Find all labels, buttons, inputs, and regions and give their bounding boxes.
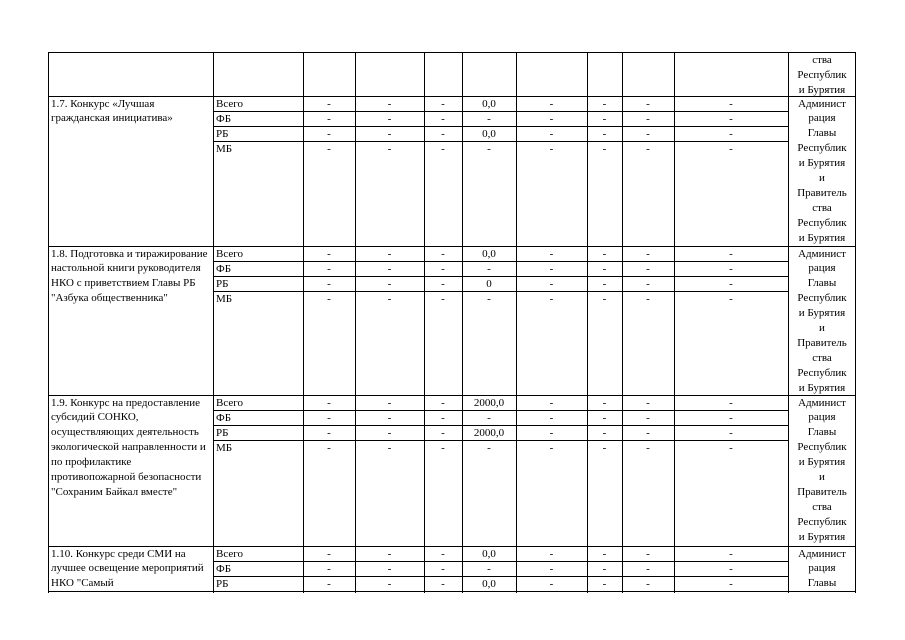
table-cell-value: - <box>729 577 733 590</box>
table-cell-value: - <box>602 112 607 125</box>
measure-name: 1.10. Конкурс среди СМИ на лучшее освещение мероприятий НКО "Самый <box>51 547 204 590</box>
row-divider <box>213 276 789 277</box>
table-cell-value: - <box>327 127 331 140</box>
responsible-text: Админист <box>798 247 846 260</box>
table-cell-value: - <box>646 441 650 454</box>
table-cell-value: - <box>646 127 650 140</box>
table-cell-value: - <box>602 547 607 560</box>
table-cell-value: - <box>327 277 331 290</box>
table-cell-value: - <box>327 97 331 110</box>
table-cell-value: - <box>549 127 554 140</box>
table-cell-value: - <box>646 247 650 260</box>
table-cell-value: - <box>549 142 554 155</box>
responsible-text: и Бурятия <box>798 307 846 320</box>
budget-source-label: Всего <box>216 396 243 409</box>
row-divider <box>213 126 789 127</box>
responsible-text: Админист <box>798 97 846 110</box>
row-divider <box>213 576 789 577</box>
table-cell-value: - <box>646 577 650 590</box>
column-line <box>303 52 304 593</box>
table-cell-value: - <box>646 547 650 560</box>
table-cell-value: 0,0 <box>482 247 496 260</box>
table-cell-value: - <box>387 292 392 305</box>
responsible-text: и Бурятия <box>798 381 846 394</box>
table-cell-value: - <box>441 142 445 155</box>
table-cell-value: - <box>646 396 650 409</box>
responsible-text: Правитель <box>797 485 847 498</box>
table-cell-value: - <box>387 396 392 409</box>
table-cell-value: - <box>441 441 445 454</box>
table-cell-value: - <box>327 547 331 560</box>
table-cell-value: - <box>646 262 650 275</box>
table-cell-value: - <box>387 112 392 125</box>
budget-source-label: РБ <box>216 577 229 590</box>
table-cell-value: - <box>602 127 607 140</box>
column-line <box>462 52 463 593</box>
table-cell-value: - <box>646 411 650 424</box>
measure-name: 1.7. Конкурс «Лучшая гражданская инициатива» <box>51 97 173 125</box>
budget-source-label: РБ <box>216 277 229 290</box>
responsible-text: Главы <box>807 577 837 590</box>
row-divider <box>213 291 789 292</box>
table-cell-value: - <box>729 292 733 305</box>
row-divider <box>213 410 789 411</box>
table-cell-value: - <box>327 396 331 409</box>
responsible-text: и <box>819 172 825 184</box>
budget-source-label: ФБ <box>216 262 232 275</box>
table-cell-value: - <box>729 127 733 140</box>
responsible-text: Республик <box>797 292 847 305</box>
column-line <box>674 52 675 593</box>
measure-name: 1.8. Подготовка и тиражирование настольной книги руководителя НКО с приветствием Главы РБ "Азбука общественника" <box>51 247 208 305</box>
table-cell-value: - <box>549 562 554 575</box>
table-cell-value: - <box>549 396 554 409</box>
table-cell-value: - <box>487 441 491 454</box>
table-cell-value: - <box>387 562 392 575</box>
responsible-text: рация <box>808 112 836 125</box>
table-cell-value: - <box>441 112 445 125</box>
responsible-text: Админист <box>798 396 846 409</box>
table-cell-value: - <box>602 562 607 575</box>
table-top-border <box>48 52 856 53</box>
budget-source-label: Всего <box>216 247 243 260</box>
table-cell-value: - <box>387 262 392 275</box>
table-cell-value: 0 <box>486 277 492 290</box>
table-cell-value: - <box>487 262 491 275</box>
responsible-text: Республик <box>797 366 847 379</box>
table-cell-value: - <box>441 127 445 140</box>
table-cell-value: - <box>729 277 733 290</box>
column-line <box>48 52 49 593</box>
responsible-text: Главы <box>807 277 837 290</box>
budget-source-label: РБ <box>216 426 229 439</box>
responsible-text: Главы <box>807 127 837 140</box>
table-cell-value: - <box>441 396 445 409</box>
column-line <box>587 52 588 593</box>
table-cell-value: - <box>602 142 607 155</box>
table-cell-value: - <box>387 277 392 290</box>
table-cell-value: - <box>327 441 331 454</box>
table-cell-value: - <box>646 292 650 305</box>
table-cell-value: - <box>387 142 392 155</box>
table-cell-value: - <box>729 247 733 260</box>
table-cell-value: - <box>441 247 445 260</box>
budget-source-label: Всего <box>216 97 243 110</box>
responsible-text: Республик <box>797 68 847 81</box>
responsible-text: Республик <box>797 142 847 155</box>
table-cell-value: - <box>646 426 650 439</box>
budget-source-label: МБ <box>216 142 233 155</box>
budget-table <box>48 52 856 592</box>
table-cell-value: - <box>646 562 650 575</box>
column-line <box>516 52 517 593</box>
table-cell-value: - <box>549 112 554 125</box>
table-cell-value: - <box>327 426 331 439</box>
table-cell-value: - <box>441 426 445 439</box>
column-line <box>424 52 425 593</box>
row-divider <box>213 141 789 142</box>
responsible-text: рация <box>808 562 836 575</box>
table-cell-value: - <box>327 112 331 125</box>
row-divider <box>213 561 789 562</box>
table-cell-value: 0,0 <box>482 97 496 110</box>
table-cell-value: - <box>549 277 554 290</box>
table-cell-value: - <box>441 292 445 305</box>
budget-source-label: ФБ <box>216 562 232 575</box>
table-cell-value: 0,0 <box>482 547 496 560</box>
table-cell-value: - <box>602 292 607 305</box>
table-cell-value: - <box>387 411 392 424</box>
responsible-text: рация <box>808 411 836 424</box>
table-cell-value: - <box>729 396 733 409</box>
table-cell-value: - <box>387 577 392 590</box>
row-divider <box>213 261 789 262</box>
table-cell-value: - <box>549 577 554 590</box>
table-cell-value: - <box>602 262 607 275</box>
responsible-text: и Бурятия <box>798 231 846 244</box>
table-cell-value: - <box>602 441 607 454</box>
table-cell-value: - <box>387 441 392 454</box>
responsible-text: и Бурятия <box>798 83 846 96</box>
table-cell-value: - <box>487 562 491 575</box>
table-cell-value: - <box>387 247 392 260</box>
responsible-text: Республик <box>797 515 847 528</box>
table-cell-value: - <box>327 247 331 260</box>
responsible-text: ства <box>812 54 832 66</box>
budget-source-label: Всего <box>216 547 243 560</box>
table-cell-value: - <box>602 97 607 110</box>
table-cell-value: - <box>327 292 331 305</box>
responsible-text: Республик <box>797 441 847 454</box>
responsible-text: и Бурятия <box>798 456 846 469</box>
table-cell-value: - <box>549 262 554 275</box>
table-cell-value: - <box>327 262 331 275</box>
table-cell-value: - <box>729 97 733 110</box>
table-cell-value: - <box>549 411 554 424</box>
table-cell-value: - <box>549 292 554 305</box>
budget-source-label: МБ <box>216 292 233 305</box>
responsible-text: и <box>819 322 825 334</box>
responsible-text: ства <box>812 351 832 364</box>
responsible-text: ства <box>812 500 832 513</box>
table-bottom-border <box>48 591 856 592</box>
table-cell-value: - <box>729 562 733 575</box>
table-cell-value: - <box>646 277 650 290</box>
table-cell-value: - <box>549 426 554 439</box>
responsible-text: рация <box>808 262 836 275</box>
responsible-text: Республик <box>797 216 847 229</box>
table-cell-value: - <box>487 142 491 155</box>
table-cell-value: - <box>387 426 392 439</box>
table-cell-value: - <box>729 411 733 424</box>
budget-source-label: ФБ <box>216 411 232 424</box>
table-cell-value: - <box>441 577 445 590</box>
table-cell-value: - <box>729 547 733 560</box>
table-cell-value: - <box>387 547 392 560</box>
column-line <box>355 52 356 593</box>
table-cell-value: - <box>646 97 650 110</box>
table-cell-value: - <box>602 411 607 424</box>
responsible-text: Главы <box>807 426 837 439</box>
table-cell-value: - <box>327 142 331 155</box>
table-cell-value: - <box>602 426 607 439</box>
table-cell-value: - <box>729 112 733 125</box>
table-cell-value: - <box>602 577 607 590</box>
table-cell-value: - <box>441 262 445 275</box>
table-cell-value: - <box>729 426 733 439</box>
responsible-text: и <box>819 471 825 483</box>
table-cell-value: - <box>602 396 607 409</box>
table-cell-value: - <box>646 142 650 155</box>
table-cell-value: - <box>441 562 445 575</box>
table-cell-value: - <box>487 411 491 424</box>
responsible-text: Правитель <box>797 186 847 199</box>
responsible-text: ства <box>812 201 832 214</box>
table-cell-value: 0,0 <box>482 127 496 140</box>
table-cell-value: - <box>387 97 392 110</box>
table-cell-value: 2000,0 <box>473 426 505 439</box>
table-cell-value: - <box>441 277 445 290</box>
budget-source-label: РБ <box>216 127 229 140</box>
table-cell-value: 0,0 <box>482 577 496 590</box>
table-cell-value: - <box>487 292 491 305</box>
responsible-text: и Бурятия <box>798 157 846 170</box>
column-line <box>855 52 856 593</box>
responsible-text: Админист <box>798 547 846 560</box>
budget-source-label: МБ <box>216 441 233 454</box>
table-cell-value: - <box>327 411 331 424</box>
table-cell-value: - <box>646 112 650 125</box>
table-cell-value: - <box>549 547 554 560</box>
table-cell-value: - <box>602 247 607 260</box>
row-divider <box>213 111 789 112</box>
table-cell-value: - <box>549 97 554 110</box>
table-cell-value: - <box>387 127 392 140</box>
table-cell-value: - <box>327 562 331 575</box>
table-cell-value: - <box>441 411 445 424</box>
table-cell-value: - <box>487 112 491 125</box>
column-line <box>622 52 623 593</box>
table-cell-value: - <box>549 247 554 260</box>
table-cell-value: - <box>441 547 445 560</box>
table-cell-value: - <box>729 441 733 454</box>
budget-source-label: ФБ <box>216 112 232 125</box>
table-cell-value: - <box>441 97 445 110</box>
table-cell-value: 2000,0 <box>473 396 505 409</box>
responsible-text: и Бурятия <box>798 530 846 543</box>
table-cell-value: - <box>729 142 733 155</box>
table-cell-value: - <box>327 577 331 590</box>
table-cell-value: - <box>549 441 554 454</box>
row-divider <box>213 440 789 441</box>
table-cell-value: - <box>729 262 733 275</box>
measure-name: 1.9. Конкурс на предоставление субсидий СОНКО, осуществляющих деятельность экологической направленности и по профилактике противопожарной безопасности "Сохраним Байкал вместе" <box>51 396 206 498</box>
responsible-text: Правитель <box>797 336 847 349</box>
table-cell-value: - <box>602 277 607 290</box>
